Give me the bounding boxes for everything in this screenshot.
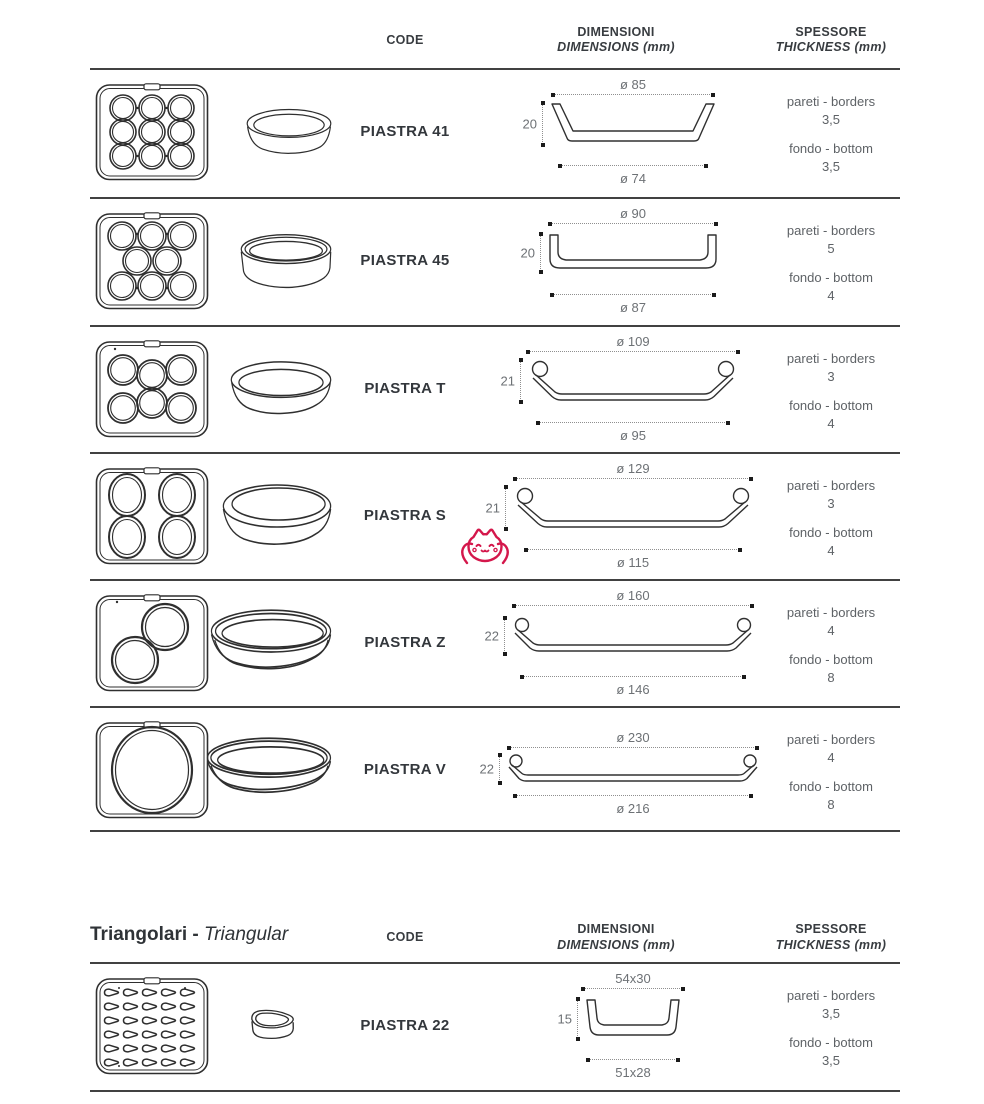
top-diameter-label: ø 230 xyxy=(616,730,650,745)
height-dimension-line xyxy=(505,486,506,530)
thickness-info xyxy=(741,987,921,1070)
pareti-value: 3,5 xyxy=(821,1006,841,1021)
mold-1-cavity-drawing xyxy=(95,721,209,819)
section-title-bold: Triangolari - xyxy=(90,924,205,945)
fondo-value: 4 xyxy=(827,543,835,558)
profile-cross-section xyxy=(507,754,759,784)
top-dimension-line xyxy=(508,747,758,748)
bottom-dimension-line xyxy=(514,795,752,796)
profile-cross-section xyxy=(550,102,716,146)
round-pan-drawing xyxy=(245,108,333,156)
thickness-info xyxy=(741,477,921,560)
bottom-diameter-label: ø 216 xyxy=(616,801,650,816)
bottom-diameter-label: ø 95 xyxy=(619,428,647,443)
mold-teardrop-grid-drawing xyxy=(95,977,209,1075)
top-dimension-label: 54x30 xyxy=(615,971,651,986)
pareti-value: 4 xyxy=(827,623,835,638)
column-header-dimensions-line1: DIMENSIONI xyxy=(577,25,655,39)
fondo-value: 3,5 xyxy=(821,1053,841,1068)
product-code: PIASTRA 41 xyxy=(360,123,450,140)
top-dimension-line xyxy=(513,605,753,606)
height-dimension-line xyxy=(542,102,543,146)
bottom-diameter-label: ø 146 xyxy=(616,682,650,697)
column-header-code: CODE xyxy=(386,930,424,944)
pareti-value: 3 xyxy=(827,369,835,384)
bottom-dimension-line xyxy=(525,549,741,550)
height-dimension-line xyxy=(504,617,505,655)
pareti-label: pareti - borders xyxy=(786,732,876,747)
fondo-value: 3,5 xyxy=(821,159,841,174)
fondo-label: fondo - bottom xyxy=(789,779,873,794)
pareti-label: pareti - borders xyxy=(786,223,876,238)
thickness-info xyxy=(741,93,921,176)
table-row xyxy=(0,706,984,834)
mold-2-cavity-drawing xyxy=(95,594,209,692)
bottom-diameter-label: ø 74 xyxy=(619,171,647,186)
column-header-code: CODE xyxy=(386,33,424,47)
profile-cross-section xyxy=(548,233,718,273)
table-row xyxy=(0,197,984,325)
column-header-thickness-line1: SPESSORE xyxy=(795,922,867,936)
table-row xyxy=(0,452,984,580)
top-diameter-label: ø 160 xyxy=(616,588,650,603)
pareti-label: pareti - borders xyxy=(786,351,876,366)
top-diameter-label: ø 109 xyxy=(616,334,650,349)
top-diameter-label: ø 129 xyxy=(616,461,650,476)
teardrop-pan-drawing xyxy=(250,1007,306,1041)
fondo-label: fondo - bottom xyxy=(789,398,873,413)
bottom-diameter-label: ø 87 xyxy=(619,300,647,315)
height-dimension-label: 20 xyxy=(522,116,537,132)
mold-9-cavity-drawing xyxy=(95,83,209,181)
column-header-thickness-line2: THICKNESS (mm) xyxy=(775,938,887,952)
cat-mascot-icon xyxy=(460,526,510,566)
profile-cross-section xyxy=(585,998,681,1040)
column-header-dimensions-line1: DIMENSIONI xyxy=(577,922,655,936)
thickness-info xyxy=(741,350,921,433)
bottom-dimension-label: 51x28 xyxy=(615,1065,651,1080)
bottom-dimension-line xyxy=(559,165,707,166)
pareti-label: pareti - borders xyxy=(786,94,876,109)
column-header-dimensions-line2: DIMENSIONS (mm) xyxy=(557,40,675,54)
product-code: PIASTRA T xyxy=(364,380,446,397)
fondo-label: fondo - bottom xyxy=(789,1035,873,1050)
row-separator xyxy=(90,1090,900,1092)
profile-cross-section xyxy=(513,486,753,530)
round-pan-drawing xyxy=(229,360,333,418)
round-pan-drawing xyxy=(221,483,333,549)
top-dimension-line xyxy=(527,351,739,352)
height-dimension-label: 22 xyxy=(479,761,494,777)
height-dimension-label: 22 xyxy=(484,628,499,644)
thickness-info xyxy=(741,222,921,305)
section-title xyxy=(90,924,288,946)
table-row xyxy=(0,962,984,1090)
profile-cross-section xyxy=(528,359,738,403)
height-dimension-label: 20 xyxy=(520,245,535,261)
top-dimension-line xyxy=(582,988,684,989)
fondo-value: 8 xyxy=(827,797,835,812)
pareti-label: pareti - borders xyxy=(786,478,876,493)
round-pan-drawing xyxy=(239,233,333,289)
top-dimension-line xyxy=(549,223,717,224)
column-header-thickness-line1: SPESSORE xyxy=(795,25,867,39)
pareti-value: 3,5 xyxy=(821,112,841,127)
column-header-dimensions-line2: DIMENSIONS (mm) xyxy=(557,938,675,952)
pareti-label: pareti - borders xyxy=(786,988,876,1003)
height-dimension-label: 15 xyxy=(557,1011,572,1027)
bottom-dimension-line xyxy=(521,676,745,677)
round-pan-drawing xyxy=(205,736,333,800)
thickness-info xyxy=(741,604,921,687)
product-code: PIASTRA 45 xyxy=(360,252,450,269)
column-header-thickness-line2: THICKNESS (mm) xyxy=(775,40,887,54)
height-dimension-line xyxy=(520,359,521,403)
round-pan-drawing xyxy=(209,608,333,674)
height-dimension-label: 21 xyxy=(500,373,515,389)
product-code: PIASTRA V xyxy=(363,761,447,778)
product-code: PIASTRA 22 xyxy=(360,1017,450,1034)
mold-4-cavity-drawing xyxy=(95,467,209,565)
table-row xyxy=(0,68,984,196)
bottom-dimension-line xyxy=(587,1059,679,1060)
pareti-value: 4 xyxy=(827,750,835,765)
height-dimension-line xyxy=(499,754,500,784)
pareti-label: pareti - borders xyxy=(786,605,876,620)
product-code: PIASTRA S xyxy=(363,507,447,524)
bottom-dimension-line xyxy=(537,422,729,423)
top-diameter-label: ø 90 xyxy=(619,206,647,221)
top-dimension-line xyxy=(552,94,714,95)
fondo-label: fondo - bottom xyxy=(789,270,873,285)
pareti-value: 5 xyxy=(827,241,835,256)
fondo-value: 4 xyxy=(827,416,835,431)
top-diameter-label: ø 85 xyxy=(619,77,647,92)
product-code: PIASTRA Z xyxy=(364,634,446,651)
fondo-value: 8 xyxy=(827,670,835,685)
table-row xyxy=(0,325,984,453)
fondo-value: 4 xyxy=(827,288,835,303)
top-dimension-line xyxy=(514,478,752,479)
fondo-label: fondo - bottom xyxy=(789,652,873,667)
height-dimension-label: 21 xyxy=(485,500,500,516)
height-dimension-line xyxy=(540,233,541,273)
mold-8-cavity-drawing xyxy=(95,212,209,310)
height-dimension-line xyxy=(577,998,578,1040)
pareti-value: 3 xyxy=(827,496,835,511)
fondo-label: fondo - bottom xyxy=(789,525,873,540)
section-title-italic: Triangular xyxy=(204,924,289,945)
bottom-diameter-label: ø 115 xyxy=(616,555,650,570)
table-row xyxy=(0,579,984,707)
fondo-label: fondo - bottom xyxy=(789,141,873,156)
mold-6-cavity-drawing xyxy=(95,340,209,438)
thickness-info xyxy=(741,731,921,814)
profile-cross-section xyxy=(512,617,754,655)
bottom-dimension-line xyxy=(551,294,715,295)
